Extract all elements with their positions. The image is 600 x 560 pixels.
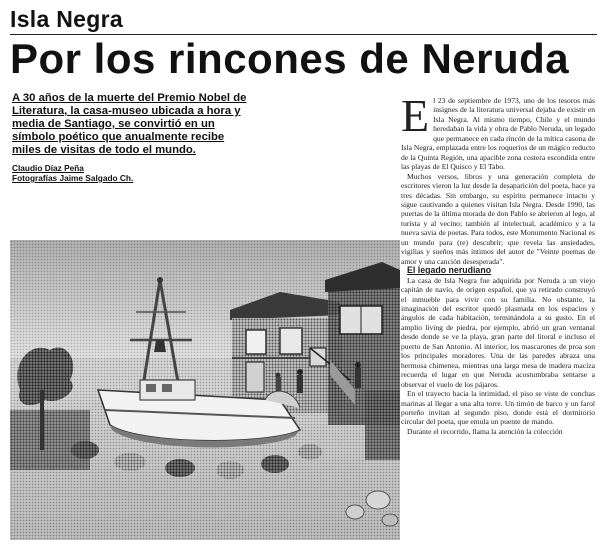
subheading: El legado nerudiano <box>407 265 492 276</box>
article-body <box>401 90 595 436</box>
body-paragraph: Muchos versos, libros y una generación completa de escritores vieron la luz desde la desaparición del poeta, hace ya tres décadas. Sin embargo, su espíritu permanece intacto y sigue cautivando a quienes visitan Isla Negra. Desde 1990, las puertas de la última morada de don Pablo se abrieron al lego, al turista y al vecino; también al intelectual, académico y a la nueva savia de poetas. Para todos, este Monumento Nacional es un mundo para (re) descubrir; que revela las ansiedades, vigilias y sueños más íntimos del autor de "Veinte poemas de amor y una canción desesperada". <box>401 171 595 266</box>
photo-house-with-boat <box>10 240 400 540</box>
body-paragraph: En el trayecto hacia la intimidad, el piso se viste de conchas marinas al llegar a una alta torre. Un timón de barco y un farol porteño invitan al segundo piso, donde está el dormitorio circular del poeta, que emula un puente de mando. <box>401 389 595 427</box>
section-kicker: Isla Negra <box>10 6 123 32</box>
drop-cap: E <box>401 90 430 141</box>
headline: Por los rincones de Neruda <box>10 35 570 82</box>
body-paragraph: La casa de Isla Negra fue adquirida por Neruda a un viejo capitán de navío, de origen español, que ya retirado construyó el inmueble para vivir con su familia. No obstante, la imaginación del escritor quedó plasmada en los espacios y ángulos de cada habitación, terminándola a su gusto. En el amplio living de piedra, por ejemplo, abrió un gran ventanal desde donde se ve la playa, gran parte del litoral e incluso el puerto de San Antonio. Al interior, los mascarones de proa son los principales moradores. Una de las paredes abraza una hermosa chimenea, mientras una larga mesa de madera maciza recuerda el lugar en que Neruda acostumbraba sentarse a observar el vuelo de los pájaros. <box>401 275 595 389</box>
lead-text: A 30 años de la muerte del Premio Nobel de Literatura, la casa-museo ubicada a hora y media de Santiago, se convirtió en un símbolo poético que anualmente recibe miles de visitas de todo el mundo. <box>12 92 247 156</box>
body-paragraph: Durante el recorrido, llama la atención la colección <box>407 426 563 436</box>
body-paragraph: l 23 de septiembre de 1973, uno de los tesoros más insignes de la literatura universal dejaba de existir en Isla Negra. Al mismo tiempo, Chile y el mundo heredaban la vida y obra de Pablo Neruda, un legado que permanece en cada rincón de la mítica casona de Isla Negra, emplazada entre los roqueríos de un mágico reducto de la Quinta Región, una apacible zona costera escondida entre las playas de El Quisco y El Tabo. <box>401 96 595 172</box>
lead-paragraph <box>12 92 252 157</box>
byline: Claudio Díaz Peña <box>12 163 84 173</box>
article-photo <box>10 240 400 540</box>
credits <box>12 163 252 183</box>
photo-credit: Fotografías Jaime Salgado Ch. <box>12 173 134 183</box>
